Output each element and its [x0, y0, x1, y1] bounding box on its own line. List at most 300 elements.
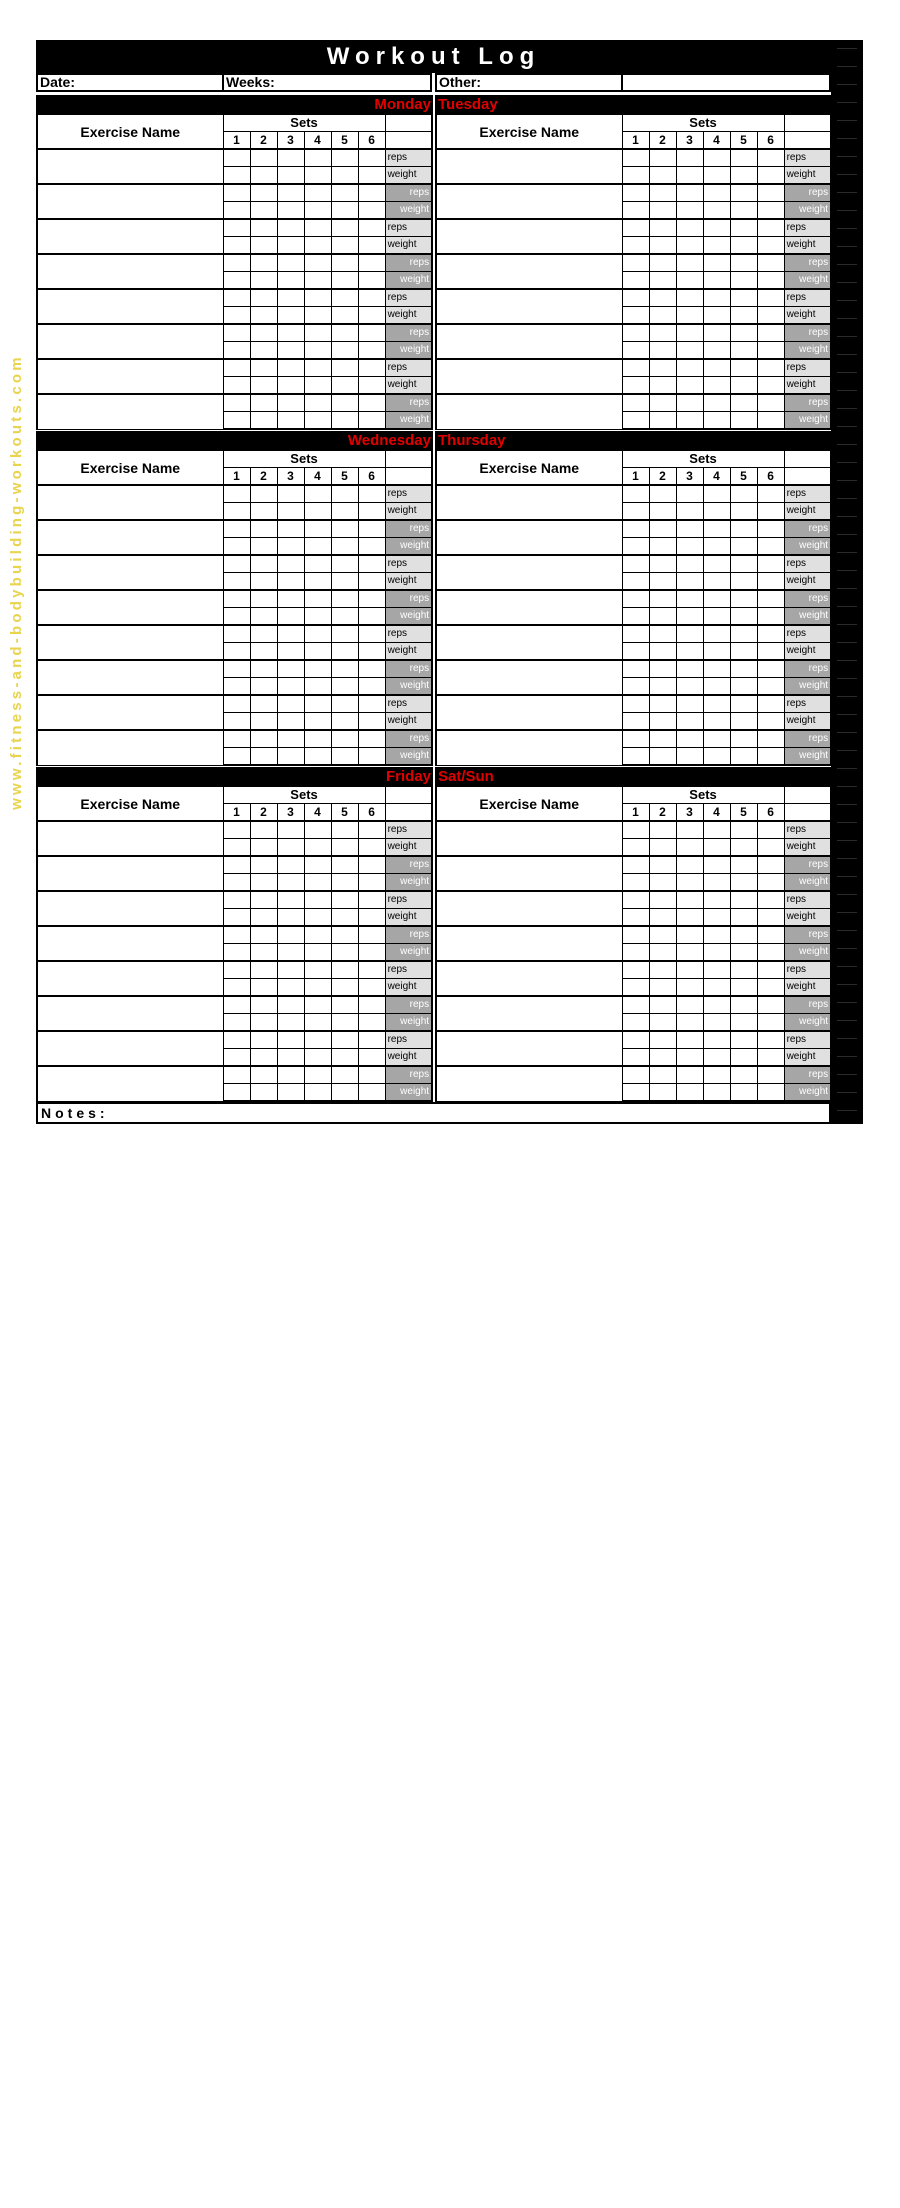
set-3-weight-cell[interactable]: [277, 342, 304, 360]
set-2-weight-cell[interactable]: [250, 748, 277, 766]
set-6-reps-cell[interactable]: [757, 821, 784, 839]
set-1-weight-cell[interactable]: [223, 412, 250, 430]
set-3-reps-cell[interactable]: [676, 520, 703, 538]
set-4-weight-cell[interactable]: [304, 202, 331, 220]
set-6-weight-cell[interactable]: [757, 874, 784, 892]
set-2-reps-cell[interactable]: [649, 555, 676, 573]
set-6-reps-cell[interactable]: [757, 520, 784, 538]
set-5-reps-cell[interactable]: [730, 254, 757, 272]
set-5-reps-cell[interactable]: [331, 625, 358, 643]
set-6-reps-cell[interactable]: [358, 926, 385, 944]
set-4-reps-cell[interactable]: [703, 821, 730, 839]
set-3-weight-cell[interactable]: [676, 167, 703, 185]
set-2-reps-cell[interactable]: [649, 359, 676, 377]
set-1-weight-cell[interactable]: [622, 713, 649, 731]
set-2-reps-cell[interactable]: [649, 891, 676, 909]
set-6-weight-cell[interactable]: [757, 748, 784, 766]
set-5-reps-cell[interactable]: [730, 555, 757, 573]
set-1-weight-cell[interactable]: [622, 1014, 649, 1032]
set-6-weight-cell[interactable]: [358, 944, 385, 962]
set-3-reps-cell[interactable]: [277, 520, 304, 538]
set-1-reps-cell[interactable]: [223, 695, 250, 713]
exercise-name-cell[interactable]: [436, 1066, 622, 1101]
set-3-weight-cell[interactable]: [277, 643, 304, 661]
set-6-reps-cell[interactable]: [358, 1031, 385, 1049]
weeks-field[interactable]: Weeks:: [222, 73, 432, 92]
set-2-reps-cell[interactable]: [250, 821, 277, 839]
set-6-weight-cell[interactable]: [358, 538, 385, 556]
set-5-reps-cell[interactable]: [730, 660, 757, 678]
set-6-reps-cell[interactable]: [358, 625, 385, 643]
set-2-reps-cell[interactable]: [649, 1066, 676, 1084]
set-4-reps-cell[interactable]: [703, 660, 730, 678]
set-1-reps-cell[interactable]: [223, 359, 250, 377]
set-1-weight-cell[interactable]: [622, 979, 649, 997]
set-4-weight-cell[interactable]: [703, 1014, 730, 1032]
set-2-reps-cell[interactable]: [250, 254, 277, 272]
set-3-weight-cell[interactable]: [676, 1014, 703, 1032]
set-6-reps-cell[interactable]: [358, 555, 385, 573]
set-6-weight-cell[interactable]: [358, 1084, 385, 1102]
set-1-weight-cell[interactable]: [622, 342, 649, 360]
set-1-weight-cell[interactable]: [622, 1084, 649, 1102]
set-6-reps-cell[interactable]: [358, 821, 385, 839]
set-5-reps-cell[interactable]: [331, 1031, 358, 1049]
set-2-weight-cell[interactable]: [250, 1049, 277, 1067]
set-2-reps-cell[interactable]: [649, 394, 676, 412]
set-4-weight-cell[interactable]: [703, 167, 730, 185]
set-1-reps-cell[interactable]: [223, 219, 250, 237]
set-5-reps-cell[interactable]: [730, 394, 757, 412]
set-3-reps-cell[interactable]: [277, 891, 304, 909]
exercise-name-cell[interactable]: [37, 660, 223, 695]
set-6-weight-cell[interactable]: [358, 202, 385, 220]
set-2-weight-cell[interactable]: [649, 979, 676, 997]
set-6-reps-cell[interactable]: [358, 695, 385, 713]
set-6-weight-cell[interactable]: [358, 678, 385, 696]
set-1-weight-cell[interactable]: [223, 874, 250, 892]
other-field[interactable]: Other:: [435, 73, 623, 92]
set-3-weight-cell[interactable]: [676, 237, 703, 255]
set-6-reps-cell[interactable]: [358, 1066, 385, 1084]
set-2-weight-cell[interactable]: [649, 1049, 676, 1067]
set-6-weight-cell[interactable]: [358, 503, 385, 521]
set-2-reps-cell[interactable]: [649, 1031, 676, 1049]
set-1-weight-cell[interactable]: [622, 202, 649, 220]
set-4-reps-cell[interactable]: [304, 625, 331, 643]
set-5-reps-cell[interactable]: [730, 821, 757, 839]
set-1-reps-cell[interactable]: [223, 520, 250, 538]
set-6-reps-cell[interactable]: [358, 891, 385, 909]
set-1-reps-cell[interactable]: [622, 254, 649, 272]
set-2-weight-cell[interactable]: [649, 377, 676, 395]
set-5-weight-cell[interactable]: [730, 748, 757, 766]
set-2-weight-cell[interactable]: [649, 1084, 676, 1102]
set-5-reps-cell[interactable]: [331, 730, 358, 748]
set-4-reps-cell[interactable]: [304, 996, 331, 1014]
exercise-name-cell[interactable]: [436, 590, 622, 625]
set-2-weight-cell[interactable]: [649, 608, 676, 626]
exercise-name-cell[interactable]: [37, 359, 223, 394]
set-2-reps-cell[interactable]: [649, 254, 676, 272]
set-2-weight-cell[interactable]: [649, 713, 676, 731]
exercise-name-cell[interactable]: [436, 660, 622, 695]
set-1-reps-cell[interactable]: [622, 625, 649, 643]
exercise-name-cell[interactable]: [436, 359, 622, 394]
set-3-reps-cell[interactable]: [676, 219, 703, 237]
set-4-weight-cell[interactable]: [304, 608, 331, 626]
set-5-weight-cell[interactable]: [730, 167, 757, 185]
set-2-reps-cell[interactable]: [649, 856, 676, 874]
set-5-weight-cell[interactable]: [331, 167, 358, 185]
set-3-reps-cell[interactable]: [676, 184, 703, 202]
set-6-reps-cell[interactable]: [358, 520, 385, 538]
set-1-weight-cell[interactable]: [223, 839, 250, 857]
set-2-weight-cell[interactable]: [250, 412, 277, 430]
exercise-name-cell[interactable]: [436, 695, 622, 730]
set-4-weight-cell[interactable]: [703, 538, 730, 556]
set-5-reps-cell[interactable]: [730, 891, 757, 909]
set-2-reps-cell[interactable]: [250, 961, 277, 979]
set-3-reps-cell[interactable]: [277, 289, 304, 307]
set-1-weight-cell[interactable]: [622, 678, 649, 696]
set-5-weight-cell[interactable]: [730, 1014, 757, 1032]
set-3-reps-cell[interactable]: [277, 660, 304, 678]
set-1-reps-cell[interactable]: [622, 891, 649, 909]
exercise-name-cell[interactable]: [37, 590, 223, 625]
set-4-reps-cell[interactable]: [304, 961, 331, 979]
set-4-reps-cell[interactable]: [703, 359, 730, 377]
exercise-name-cell[interactable]: [436, 891, 622, 926]
set-1-reps-cell[interactable]: [622, 856, 649, 874]
set-3-reps-cell[interactable]: [676, 730, 703, 748]
exercise-name-cell[interactable]: [37, 856, 223, 891]
exercise-name-cell[interactable]: [436, 625, 622, 660]
set-4-reps-cell[interactable]: [703, 324, 730, 342]
set-6-reps-cell[interactable]: [358, 254, 385, 272]
set-3-reps-cell[interactable]: [676, 625, 703, 643]
set-2-reps-cell[interactable]: [250, 1066, 277, 1084]
set-6-weight-cell[interactable]: [358, 377, 385, 395]
set-1-reps-cell[interactable]: [622, 555, 649, 573]
set-1-weight-cell[interactable]: [223, 1014, 250, 1032]
set-4-reps-cell[interactable]: [703, 730, 730, 748]
set-5-weight-cell[interactable]: [331, 678, 358, 696]
set-4-reps-cell[interactable]: [703, 555, 730, 573]
exercise-name-cell[interactable]: [436, 926, 622, 961]
set-6-weight-cell[interactable]: [358, 909, 385, 927]
set-1-reps-cell[interactable]: [622, 996, 649, 1014]
exercise-name-cell[interactable]: [436, 1031, 622, 1066]
set-4-reps-cell[interactable]: [304, 184, 331, 202]
set-1-reps-cell[interactable]: [223, 821, 250, 839]
set-2-weight-cell[interactable]: [250, 377, 277, 395]
set-5-reps-cell[interactable]: [331, 1066, 358, 1084]
exercise-name-cell[interactable]: [37, 254, 223, 289]
set-4-reps-cell[interactable]: [703, 394, 730, 412]
set-6-reps-cell[interactable]: [757, 996, 784, 1014]
set-2-reps-cell[interactable]: [250, 891, 277, 909]
set-5-reps-cell[interactable]: [331, 394, 358, 412]
set-4-reps-cell[interactable]: [304, 1031, 331, 1049]
exercise-name-cell[interactable]: [37, 996, 223, 1031]
set-1-weight-cell[interactable]: [622, 237, 649, 255]
set-4-reps-cell[interactable]: [703, 149, 730, 167]
set-4-weight-cell[interactable]: [703, 202, 730, 220]
set-2-reps-cell[interactable]: [250, 1031, 277, 1049]
set-4-weight-cell[interactable]: [304, 272, 331, 290]
set-2-weight-cell[interactable]: [649, 538, 676, 556]
exercise-name-cell[interactable]: [436, 961, 622, 996]
set-1-reps-cell[interactable]: [622, 961, 649, 979]
set-6-weight-cell[interactable]: [358, 237, 385, 255]
set-5-weight-cell[interactable]: [331, 608, 358, 626]
set-6-weight-cell[interactable]: [358, 342, 385, 360]
set-1-weight-cell[interactable]: [223, 342, 250, 360]
set-2-reps-cell[interactable]: [250, 324, 277, 342]
exercise-name-cell[interactable]: [37, 184, 223, 219]
set-5-reps-cell[interactable]: [730, 961, 757, 979]
set-1-reps-cell[interactable]: [223, 289, 250, 307]
set-4-weight-cell[interactable]: [703, 713, 730, 731]
set-5-reps-cell[interactable]: [730, 730, 757, 748]
set-5-weight-cell[interactable]: [730, 1084, 757, 1102]
set-3-reps-cell[interactable]: [676, 926, 703, 944]
set-4-weight-cell[interactable]: [703, 643, 730, 661]
set-6-reps-cell[interactable]: [757, 926, 784, 944]
set-4-weight-cell[interactable]: [304, 342, 331, 360]
exercise-name-cell[interactable]: [37, 1031, 223, 1066]
set-6-reps-cell[interactable]: [757, 961, 784, 979]
set-5-reps-cell[interactable]: [730, 219, 757, 237]
set-2-reps-cell[interactable]: [649, 590, 676, 608]
set-1-weight-cell[interactable]: [223, 1049, 250, 1067]
set-2-weight-cell[interactable]: [250, 237, 277, 255]
set-3-reps-cell[interactable]: [277, 625, 304, 643]
set-6-weight-cell[interactable]: [757, 643, 784, 661]
set-5-weight-cell[interactable]: [730, 713, 757, 731]
set-3-reps-cell[interactable]: [277, 590, 304, 608]
set-3-weight-cell[interactable]: [277, 713, 304, 731]
set-6-reps-cell[interactable]: [358, 856, 385, 874]
set-4-reps-cell[interactable]: [304, 555, 331, 573]
set-2-reps-cell[interactable]: [250, 149, 277, 167]
set-3-weight-cell[interactable]: [277, 237, 304, 255]
set-6-weight-cell[interactable]: [757, 377, 784, 395]
set-1-weight-cell[interactable]: [223, 979, 250, 997]
set-6-reps-cell[interactable]: [358, 996, 385, 1014]
set-2-weight-cell[interactable]: [649, 748, 676, 766]
set-1-weight-cell[interactable]: [223, 503, 250, 521]
set-3-weight-cell[interactable]: [277, 944, 304, 962]
set-5-weight-cell[interactable]: [730, 202, 757, 220]
set-5-weight-cell[interactable]: [331, 237, 358, 255]
set-2-reps-cell[interactable]: [250, 996, 277, 1014]
set-4-weight-cell[interactable]: [304, 237, 331, 255]
set-3-reps-cell[interactable]: [676, 660, 703, 678]
set-5-weight-cell[interactable]: [730, 1049, 757, 1067]
set-5-weight-cell[interactable]: [331, 713, 358, 731]
set-6-reps-cell[interactable]: [358, 394, 385, 412]
set-2-weight-cell[interactable]: [250, 202, 277, 220]
set-5-weight-cell[interactable]: [730, 307, 757, 325]
set-3-weight-cell[interactable]: [277, 503, 304, 521]
set-1-weight-cell[interactable]: [622, 503, 649, 521]
set-1-reps-cell[interactable]: [223, 555, 250, 573]
set-5-weight-cell[interactable]: [331, 573, 358, 591]
set-3-reps-cell[interactable]: [676, 695, 703, 713]
set-1-weight-cell[interactable]: [622, 608, 649, 626]
set-6-weight-cell[interactable]: [757, 307, 784, 325]
set-3-reps-cell[interactable]: [676, 394, 703, 412]
set-2-reps-cell[interactable]: [250, 394, 277, 412]
set-4-weight-cell[interactable]: [703, 678, 730, 696]
other-value-field[interactable]: [621, 73, 831, 92]
set-5-reps-cell[interactable]: [730, 1066, 757, 1084]
set-5-reps-cell[interactable]: [730, 184, 757, 202]
set-5-reps-cell[interactable]: [331, 254, 358, 272]
set-4-reps-cell[interactable]: [703, 1031, 730, 1049]
set-1-reps-cell[interactable]: [622, 520, 649, 538]
set-1-reps-cell[interactable]: [223, 856, 250, 874]
exercise-name-cell[interactable]: [436, 324, 622, 359]
set-1-reps-cell[interactable]: [223, 996, 250, 1014]
set-2-weight-cell[interactable]: [250, 1014, 277, 1032]
set-3-reps-cell[interactable]: [277, 394, 304, 412]
set-1-reps-cell[interactable]: [223, 625, 250, 643]
set-4-reps-cell[interactable]: [304, 660, 331, 678]
exercise-name-cell[interactable]: [37, 149, 223, 184]
set-1-reps-cell[interactable]: [622, 821, 649, 839]
set-3-weight-cell[interactable]: [676, 307, 703, 325]
set-2-weight-cell[interactable]: [250, 909, 277, 927]
set-2-weight-cell[interactable]: [250, 874, 277, 892]
set-2-weight-cell[interactable]: [250, 307, 277, 325]
set-1-weight-cell[interactable]: [223, 643, 250, 661]
set-6-reps-cell[interactable]: [757, 289, 784, 307]
set-3-weight-cell[interactable]: [277, 678, 304, 696]
set-3-reps-cell[interactable]: [676, 359, 703, 377]
set-4-weight-cell[interactable]: [304, 748, 331, 766]
set-5-reps-cell[interactable]: [331, 590, 358, 608]
set-6-reps-cell[interactable]: [757, 625, 784, 643]
set-2-weight-cell[interactable]: [649, 342, 676, 360]
set-5-weight-cell[interactable]: [730, 608, 757, 626]
set-4-weight-cell[interactable]: [703, 874, 730, 892]
exercise-name-cell[interactable]: [37, 555, 223, 590]
set-1-reps-cell[interactable]: [223, 961, 250, 979]
set-3-weight-cell[interactable]: [676, 944, 703, 962]
set-3-weight-cell[interactable]: [277, 979, 304, 997]
set-5-reps-cell[interactable]: [331, 485, 358, 503]
set-1-reps-cell[interactable]: [622, 1066, 649, 1084]
set-5-reps-cell[interactable]: [331, 219, 358, 237]
set-6-reps-cell[interactable]: [358, 324, 385, 342]
set-6-weight-cell[interactable]: [757, 503, 784, 521]
set-3-weight-cell[interactable]: [676, 503, 703, 521]
set-6-reps-cell[interactable]: [757, 891, 784, 909]
set-2-weight-cell[interactable]: [649, 839, 676, 857]
exercise-name-cell[interactable]: [436, 289, 622, 324]
set-6-weight-cell[interactable]: [757, 839, 784, 857]
set-4-weight-cell[interactable]: [304, 412, 331, 430]
set-6-reps-cell[interactable]: [358, 149, 385, 167]
set-1-reps-cell[interactable]: [622, 485, 649, 503]
set-1-weight-cell[interactable]: [223, 538, 250, 556]
set-5-weight-cell[interactable]: [331, 643, 358, 661]
set-6-weight-cell[interactable]: [757, 678, 784, 696]
set-6-reps-cell[interactable]: [757, 555, 784, 573]
set-3-reps-cell[interactable]: [277, 926, 304, 944]
set-6-reps-cell[interactable]: [757, 184, 784, 202]
set-4-reps-cell[interactable]: [304, 856, 331, 874]
exercise-name-cell[interactable]: [37, 289, 223, 324]
set-2-weight-cell[interactable]: [649, 503, 676, 521]
set-2-reps-cell[interactable]: [649, 926, 676, 944]
set-2-reps-cell[interactable]: [250, 660, 277, 678]
set-3-weight-cell[interactable]: [676, 643, 703, 661]
set-3-weight-cell[interactable]: [676, 1084, 703, 1102]
set-1-weight-cell[interactable]: [622, 1049, 649, 1067]
set-4-reps-cell[interactable]: [703, 926, 730, 944]
set-5-weight-cell[interactable]: [730, 573, 757, 591]
set-4-reps-cell[interactable]: [304, 289, 331, 307]
set-5-reps-cell[interactable]: [331, 520, 358, 538]
set-4-reps-cell[interactable]: [304, 394, 331, 412]
set-3-reps-cell[interactable]: [676, 821, 703, 839]
set-5-weight-cell[interactable]: [331, 377, 358, 395]
set-1-reps-cell[interactable]: [622, 219, 649, 237]
set-4-weight-cell[interactable]: [304, 979, 331, 997]
set-2-reps-cell[interactable]: [649, 219, 676, 237]
set-1-weight-cell[interactable]: [622, 874, 649, 892]
set-6-reps-cell[interactable]: [757, 1066, 784, 1084]
set-2-reps-cell[interactable]: [250, 219, 277, 237]
set-3-reps-cell[interactable]: [676, 555, 703, 573]
set-1-weight-cell[interactable]: [223, 1084, 250, 1102]
set-3-reps-cell[interactable]: [676, 1031, 703, 1049]
set-5-reps-cell[interactable]: [331, 555, 358, 573]
set-4-weight-cell[interactable]: [703, 748, 730, 766]
set-1-reps-cell[interactable]: [622, 359, 649, 377]
set-1-weight-cell[interactable]: [223, 307, 250, 325]
set-5-reps-cell[interactable]: [331, 289, 358, 307]
exercise-name-cell[interactable]: [37, 324, 223, 359]
set-1-reps-cell[interactable]: [223, 149, 250, 167]
set-4-reps-cell[interactable]: [703, 891, 730, 909]
set-3-reps-cell[interactable]: [676, 324, 703, 342]
set-5-weight-cell[interactable]: [730, 909, 757, 927]
set-4-reps-cell[interactable]: [304, 891, 331, 909]
set-3-weight-cell[interactable]: [676, 713, 703, 731]
set-3-reps-cell[interactable]: [277, 856, 304, 874]
set-4-reps-cell[interactable]: [703, 590, 730, 608]
exercise-name-cell[interactable]: [37, 1066, 223, 1101]
set-2-reps-cell[interactable]: [250, 555, 277, 573]
set-2-weight-cell[interactable]: [250, 503, 277, 521]
set-3-weight-cell[interactable]: [676, 909, 703, 927]
set-1-weight-cell[interactable]: [223, 377, 250, 395]
set-3-reps-cell[interactable]: [676, 149, 703, 167]
set-3-reps-cell[interactable]: [277, 1031, 304, 1049]
set-5-weight-cell[interactable]: [331, 202, 358, 220]
set-3-reps-cell[interactable]: [676, 590, 703, 608]
set-4-reps-cell[interactable]: [703, 1066, 730, 1084]
set-1-reps-cell[interactable]: [223, 926, 250, 944]
set-3-reps-cell[interactable]: [277, 485, 304, 503]
set-1-weight-cell[interactable]: [223, 202, 250, 220]
set-2-reps-cell[interactable]: [649, 996, 676, 1014]
